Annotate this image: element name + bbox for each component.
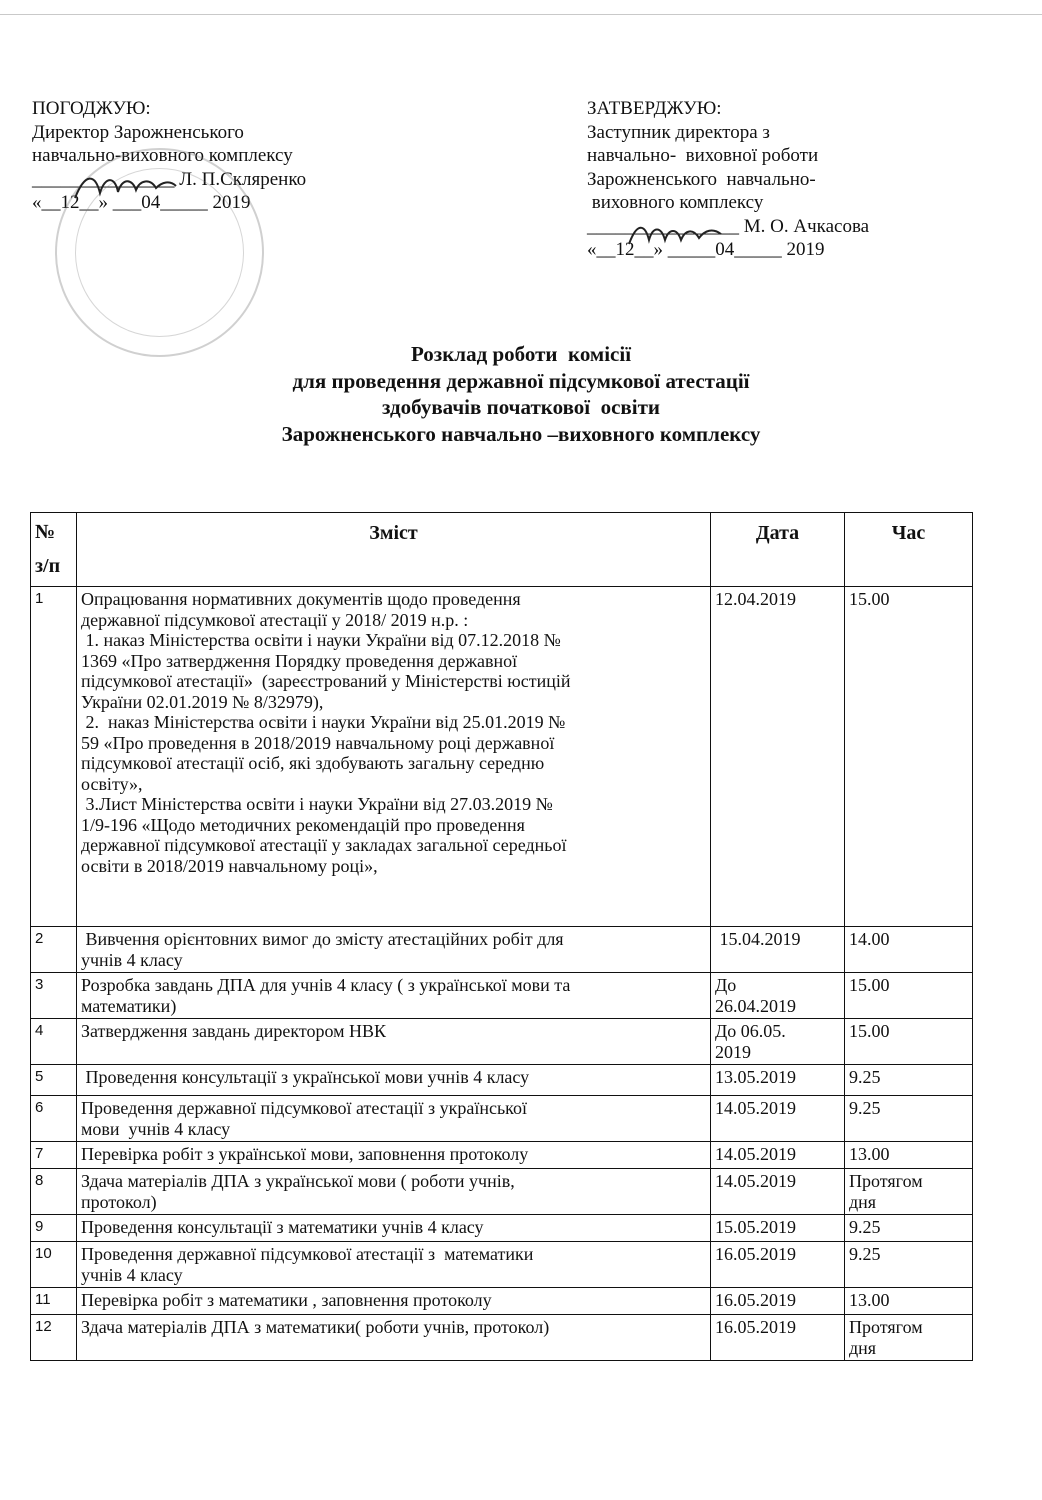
- row-number: 9: [31, 1215, 77, 1242]
- row-date-line: 15.05.2019: [715, 1217, 796, 1237]
- approval-right-line: ЗАТВЕРДЖУЮ:: [587, 98, 722, 119]
- row-date: [711, 1019, 845, 1065]
- row-content-line: Перевірка робіт з української мови, заповнення протоколу: [81, 1144, 529, 1164]
- row-content-line: Розробка завдань ДПА для учнів 4 класу ( з української мови та: [81, 975, 571, 995]
- row-content-line: Здача матеріалів ДПА з української мови ( роботи учнів,: [81, 1171, 515, 1191]
- row-number: 5: [31, 1065, 77, 1096]
- row-time: [845, 1169, 973, 1215]
- row-content-line: Проведення консультації з української мови учнів 4 класу: [81, 1067, 530, 1087]
- schedule-table-body: [31, 587, 973, 1361]
- row-time: [845, 1242, 973, 1288]
- row-date-line: 15.04.2019: [715, 929, 801, 949]
- row-content: [77, 927, 711, 973]
- row-content: [77, 1019, 711, 1065]
- row-time: [845, 1096, 973, 1142]
- row-date-line: 14.05.2019: [715, 1144, 796, 1164]
- row-content-line: мови учнів 4 класу: [81, 1118, 231, 1139]
- row-time: [845, 1142, 973, 1169]
- row-time-line: 15.00: [849, 1021, 890, 1041]
- row-time-line: 15.00: [849, 589, 890, 609]
- row-content-line: Затвердження завдань директором НВК: [81, 1021, 387, 1041]
- row-content-line: Опрацювання нормативних документів щодо проведення: [81, 589, 521, 609]
- row-date-line: 16.05.2019: [715, 1317, 796, 1337]
- row-content: [77, 1096, 711, 1142]
- approval-right-line: виховного комплексу: [587, 192, 764, 213]
- approval-right-line: «__12__» _____04_____ 2019: [587, 239, 825, 260]
- row-content-line: 3.Лист Міністерства освіти і науки України від 27.03.2019 №: [81, 794, 553, 814]
- row-content-line: Проведення державної підсумкової атестації з української: [81, 1098, 527, 1118]
- row-content-line: освіти в 2018/2019 навчальному році»,: [81, 855, 378, 876]
- row-content-line: Проведення державної підсумкової атестації з математики: [81, 1244, 534, 1264]
- row-date-line: 16.05.2019: [715, 1290, 796, 1310]
- row-time-line: 9.25: [849, 1244, 881, 1264]
- scan-edge-line: [0, 14, 1042, 15]
- signature-right: [625, 218, 725, 254]
- row-date: [711, 1096, 845, 1142]
- row-content-line: учнів 4 класу: [81, 949, 183, 970]
- row-date: [711, 587, 845, 927]
- row-number: 4: [31, 1019, 77, 1065]
- row-number: 2: [31, 927, 77, 973]
- approval-right-line: навчально- виховної роботи: [587, 145, 819, 166]
- title-line: Зарожненського навчально –виховного комплексу: [281, 421, 761, 446]
- row-number: 1: [31, 587, 77, 927]
- row-date: [711, 1215, 845, 1242]
- row-date: [711, 1142, 845, 1169]
- row-date-line: До 06.05.: [715, 1021, 786, 1041]
- row-date: [711, 1315, 845, 1361]
- approval-right-line: Зарожненського навчально-: [587, 168, 816, 190]
- row-time: [845, 927, 973, 973]
- row-content-line: підсумкової атестації» (зареєстрований у Міністерстві юстицій: [81, 671, 571, 691]
- row-time-line: 9.25: [849, 1067, 881, 1087]
- header-content: Зміст: [77, 513, 711, 587]
- row-content-line: Проведення консультації з математики учнів 4 класу: [81, 1217, 484, 1237]
- document-title: [0, 341, 1042, 447]
- row-date-line: 14.05.2019: [715, 1098, 796, 1118]
- row-content-line: державної підсумкової атестації у 2018/ 2019 н.р. :: [81, 609, 469, 630]
- header-number-line1: №: [35, 521, 56, 543]
- row-content-line: України 02.01.2019 № 8/32979),: [81, 691, 324, 712]
- row-number: 11: [31, 1288, 77, 1315]
- row-content: [77, 1242, 711, 1288]
- row-date-line: 16.05.2019: [715, 1244, 796, 1264]
- schedule-table: [30, 512, 973, 1361]
- approval-left-line: ПОГОДЖУЮ:: [32, 98, 151, 119]
- row-content: [77, 1169, 711, 1215]
- row-content-line: Вивчення орієнтовних вимог до змісту атестаційних робіт для: [81, 929, 564, 949]
- row-number: 6: [31, 1096, 77, 1142]
- title-line: здобувачів початкової освіти: [381, 395, 661, 419]
- header-date: Дата: [711, 513, 845, 587]
- row-date-line: До: [715, 975, 737, 995]
- approval-left-line: Директор Зарожненського: [32, 121, 244, 143]
- row-time-line: Протягом: [849, 1317, 923, 1337]
- row-date: [711, 1169, 845, 1215]
- approval-right-line: Заступник директора з: [587, 121, 770, 143]
- row-content-line: Здача матеріалів ДПА з математики( роботи учнів, протокол): [81, 1317, 550, 1337]
- table-row: [31, 973, 973, 1019]
- row-time: [845, 973, 973, 1019]
- row-time: [845, 1288, 973, 1315]
- row-date-line: 26.04.2019: [715, 995, 796, 1016]
- title-line: для проведення державної підсумкової атестації: [292, 368, 750, 393]
- row-content-line: 2. наказ Міністерства освіти і науки України від 25.01.2019 №: [81, 712, 566, 732]
- table-row: [31, 1242, 973, 1288]
- row-time-line: 9.25: [849, 1098, 881, 1118]
- row-content-line: державної підсумкової атестації у закладах загальної середньої: [81, 835, 567, 855]
- row-content-line: освіту»,: [81, 773, 143, 794]
- approval-left-line: навчально-виховного комплексу: [32, 145, 293, 166]
- row-date-line: 12.04.2019: [715, 589, 796, 609]
- row-content-line: Перевірка робіт з математики , заповнення протоколу: [81, 1290, 492, 1310]
- row-date-line: 13.05.2019: [715, 1067, 796, 1087]
- row-date-line: 14.05.2019: [715, 1171, 796, 1191]
- row-content: [77, 1065, 711, 1096]
- approval-left-line: _______________ Л. П.Скляренко: [32, 168, 307, 190]
- table-row: [31, 1096, 973, 1142]
- approval-left-line: «__12__» ___04_____ 2019: [32, 192, 251, 213]
- row-number: 10: [31, 1242, 77, 1288]
- table-header-row: [31, 513, 973, 587]
- row-content-line: математики): [81, 995, 177, 1016]
- row-date: [711, 1242, 845, 1288]
- header-number-line2: з/п: [35, 555, 61, 577]
- row-content-line: 1369 «Про затвердження Порядку проведення державної: [81, 650, 518, 671]
- row-time: [845, 1065, 973, 1096]
- row-content: [77, 1142, 711, 1169]
- row-date: [711, 973, 845, 1019]
- table-row: [31, 1169, 973, 1215]
- row-time: [845, 587, 973, 927]
- table-row: [31, 587, 973, 927]
- header-time: Час: [845, 513, 973, 587]
- row-content: [77, 587, 711, 927]
- table-row: [31, 1215, 973, 1242]
- row-content: [77, 1315, 711, 1361]
- table-row: [31, 1142, 973, 1169]
- row-number: 7: [31, 1142, 77, 1169]
- row-time-line: Протягом: [849, 1171, 923, 1191]
- row-content-line: протокол): [81, 1191, 157, 1212]
- row-time-line: 14.00: [849, 929, 890, 949]
- row-number: 12: [31, 1315, 77, 1361]
- row-time-line: 13.00: [849, 1144, 890, 1164]
- row-time-line: 15.00: [849, 975, 890, 995]
- row-content-line: 1. наказ Міністерства освіти і науки України від 07.12.2018 №: [81, 630, 561, 650]
- row-content-line: 1/9-196 «Щодо методичних рекомендацій про проведення: [81, 814, 525, 835]
- row-content: [77, 973, 711, 1019]
- row-time-line: 13.00: [849, 1290, 890, 1310]
- row-time: [845, 1315, 973, 1361]
- approval-right-line: ________________ М. О. Ачкасова: [587, 215, 870, 237]
- signature-left: [70, 168, 180, 208]
- row-number: 3: [31, 973, 77, 1019]
- row-time-line: дня: [849, 1337, 877, 1358]
- row-date-line: 2019: [715, 1041, 751, 1062]
- row-date: [711, 927, 845, 973]
- row-date: [711, 1065, 845, 1096]
- row-number: 8: [31, 1169, 77, 1215]
- table-row: [31, 1315, 973, 1361]
- table-row: [31, 1019, 973, 1065]
- table-row: [31, 1288, 973, 1315]
- row-content: [77, 1288, 711, 1315]
- row-time-line: 9.25: [849, 1217, 881, 1237]
- row-content-line: підсумкової атестації осіб, які здобувають загальну середню: [81, 753, 545, 773]
- title-line: Розклад роботи комісії: [410, 342, 632, 366]
- row-time-line: дня: [849, 1191, 877, 1212]
- table-row: [31, 927, 973, 973]
- row-content-line: 59 «Про проведення в 2018/2019 навчальному році державної: [81, 732, 555, 753]
- table-row: [31, 1065, 973, 1096]
- row-content: [77, 1215, 711, 1242]
- row-date: [711, 1288, 845, 1315]
- row-content-line: учнів 4 класу: [81, 1264, 183, 1285]
- row-time: [845, 1215, 973, 1242]
- row-time: [845, 1019, 973, 1065]
- header-number: [31, 513, 77, 587]
